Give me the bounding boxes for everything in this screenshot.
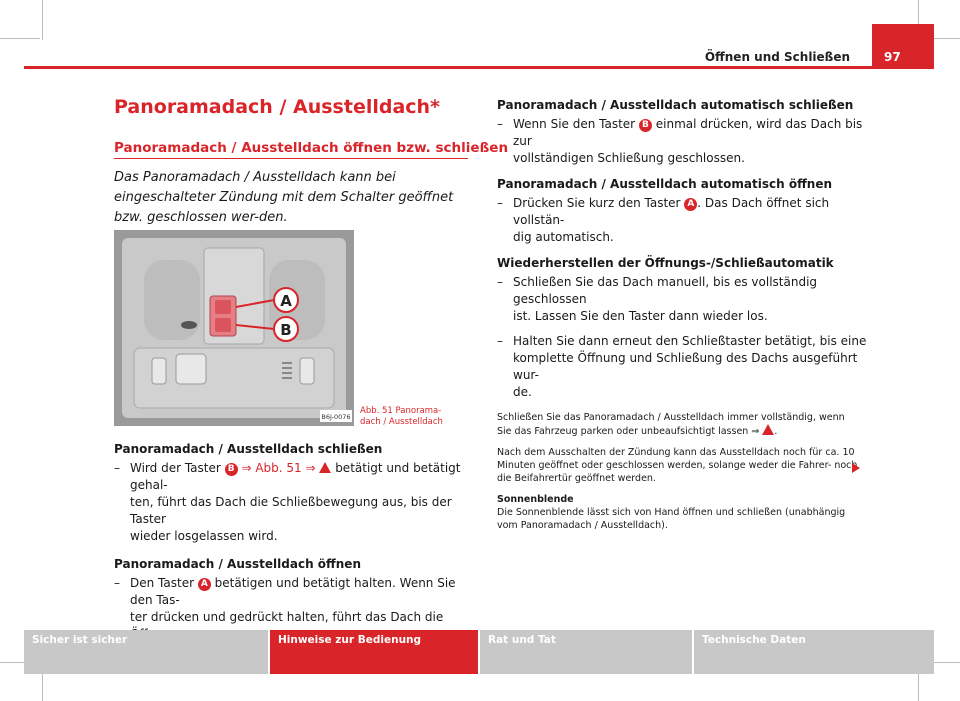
footer-tab-label: Rat und Tat — [488, 634, 556, 646]
figure-reference-link[interactable]: ⇒ Abb. 51 ⇒ — [241, 461, 316, 475]
header-rule — [24, 66, 934, 69]
text: Wird der Taster — [130, 461, 225, 475]
footer-tab-label: Sicher ist sicher — [32, 634, 128, 646]
text: wieder losgelassen wird. — [130, 529, 278, 543]
page-number: 97 — [884, 50, 901, 64]
note-ignition — [497, 446, 867, 485]
auto-close-title: Panoramadach / Ausstelldach automatisch schließen — [497, 98, 854, 112]
text: Nach dem Ausschalten der Zündung kann das Ausstelldach noch für ca. 10 — [497, 447, 855, 458]
text: Die Sonnenblende lässt sich von Hand öffnen und schließen (unabhängig — [497, 507, 846, 518]
section-subtitle: Panoramadach / Ausstelldach öffnen bzw. schließen — [114, 140, 509, 156]
restore-title: Wiederherstellen der Öffnungs-/Schließautomatik — [497, 256, 834, 270]
text: dig automatisch. — [513, 230, 614, 244]
button-a-badge: A — [684, 198, 697, 211]
footer-tab-safety[interactable] — [24, 630, 268, 674]
intro-text: Das Panoramadach / Ausstelldach kann bei eingeschalteter Zündung mit dem Schalter geöffnet bzw. geschlossen wer-den. — [114, 170, 454, 225]
footer-tab-advice[interactable] — [480, 630, 692, 674]
text: vom Panoramadach / Ausstelldach). — [497, 520, 668, 531]
text: Sie das Fahrzeug parken oder unbeaufsichtigt lassen ⇒ — [497, 426, 763, 437]
text: Drücken Sie kurz den Taster — [513, 196, 685, 210]
text: ter drücken und gedrückt halten, führt das Dach die — [130, 610, 444, 624]
crop-mark — [0, 38, 40, 39]
text: . — [774, 426, 778, 437]
warning-icon — [762, 424, 774, 435]
dash: – — [497, 117, 503, 131]
dash: – — [497, 334, 503, 348]
running-header-title: Öffnen und Schließen — [704, 50, 850, 64]
text: komplette Öffnung und Schließung des Dachs ausgeführt wur- — [513, 351, 858, 382]
list-item — [497, 333, 867, 401]
text: Den Taster — [130, 576, 198, 590]
dash: – — [497, 275, 503, 289]
button-b-badge: B — [225, 463, 238, 476]
sunshade-title: Sonnenblende — [497, 494, 574, 505]
text: ist. Lassen Sie den Taster dann wieder los. — [513, 309, 768, 323]
dash: – — [114, 576, 120, 590]
text: ten, führt das Dach die Schließbewegung aus, bis der Taster — [130, 495, 452, 526]
text: betätigen und betätigt halten. Wenn Sie den Tas- — [130, 576, 456, 607]
text: Halten Sie dann erneut den Schließtaster betätigt, bis eine — [513, 334, 867, 348]
crop-mark — [42, 0, 43, 40]
text: Wenn Sie den Taster — [513, 117, 639, 131]
open-title: Panoramadach / Ausstelldach öffnen — [114, 557, 361, 571]
roof-switch-illustration — [114, 230, 354, 426]
sunshade-text — [497, 506, 867, 532]
text: die Beifahrertür geöffnet werden. — [497, 473, 656, 484]
note-parking — [497, 411, 867, 438]
warning-icon — [319, 462, 331, 473]
dash: – — [497, 196, 503, 210]
text: Schließen Sie das Panoramadach / Ausstelldach immer vollständig, wenn — [497, 412, 845, 423]
text: betätigt und betätigt gehal- — [130, 461, 461, 492]
button-a-badge: A — [198, 578, 211, 591]
page-number-box — [872, 24, 934, 68]
figure-caption-line: dach / Ausstelldach — [360, 417, 443, 427]
subtitle-rule — [114, 158, 468, 159]
continue-arrow-icon — [852, 463, 860, 473]
text: Minuten geöffnet oder geschlossen werden, solange weder die Fahrer- noch — [497, 460, 858, 471]
close-title: Panoramadach / Ausstelldach schließen — [114, 442, 383, 456]
figure-label-a: A — [280, 292, 292, 310]
footer-tab-label: Hinweise zur Bedienung — [278, 634, 422, 646]
figure-code: B6J-0076 — [321, 413, 351, 421]
footer-tab-operation[interactable] — [270, 630, 478, 674]
text: . Das Dach öffnet sich vollstän- — [513, 196, 830, 227]
list-item — [497, 195, 867, 246]
auto-open-title: Panoramadach / Ausstelldach automatisch öffnen — [497, 177, 833, 191]
dash: – — [114, 461, 120, 475]
right-column — [497, 98, 867, 532]
figure-caption — [360, 406, 455, 428]
text: vollständigen Schließung geschlossen. — [513, 151, 745, 165]
text: einmal drücken, wird das Dach bis zur — [513, 117, 863, 148]
section-title: Panoramadach / Ausstelldach* — [114, 96, 440, 118]
figure-caption-line: Abb. 51 Panorama- — [360, 406, 442, 416]
button-b-badge: B — [639, 119, 652, 132]
roof-switch-figure — [114, 230, 354, 426]
list-item — [497, 274, 867, 325]
text: Schließen Sie das Dach manuell, bis es vollständig geschlossen — [513, 275, 818, 306]
list-item — [114, 460, 474, 545]
footer-tab-label: Technische Daten — [702, 634, 806, 646]
list-item — [497, 116, 867, 167]
text: de. — [513, 385, 532, 399]
footer-tab-technical[interactable] — [694, 630, 934, 674]
close-section — [114, 442, 474, 660]
figure-label-b: B — [280, 321, 292, 339]
